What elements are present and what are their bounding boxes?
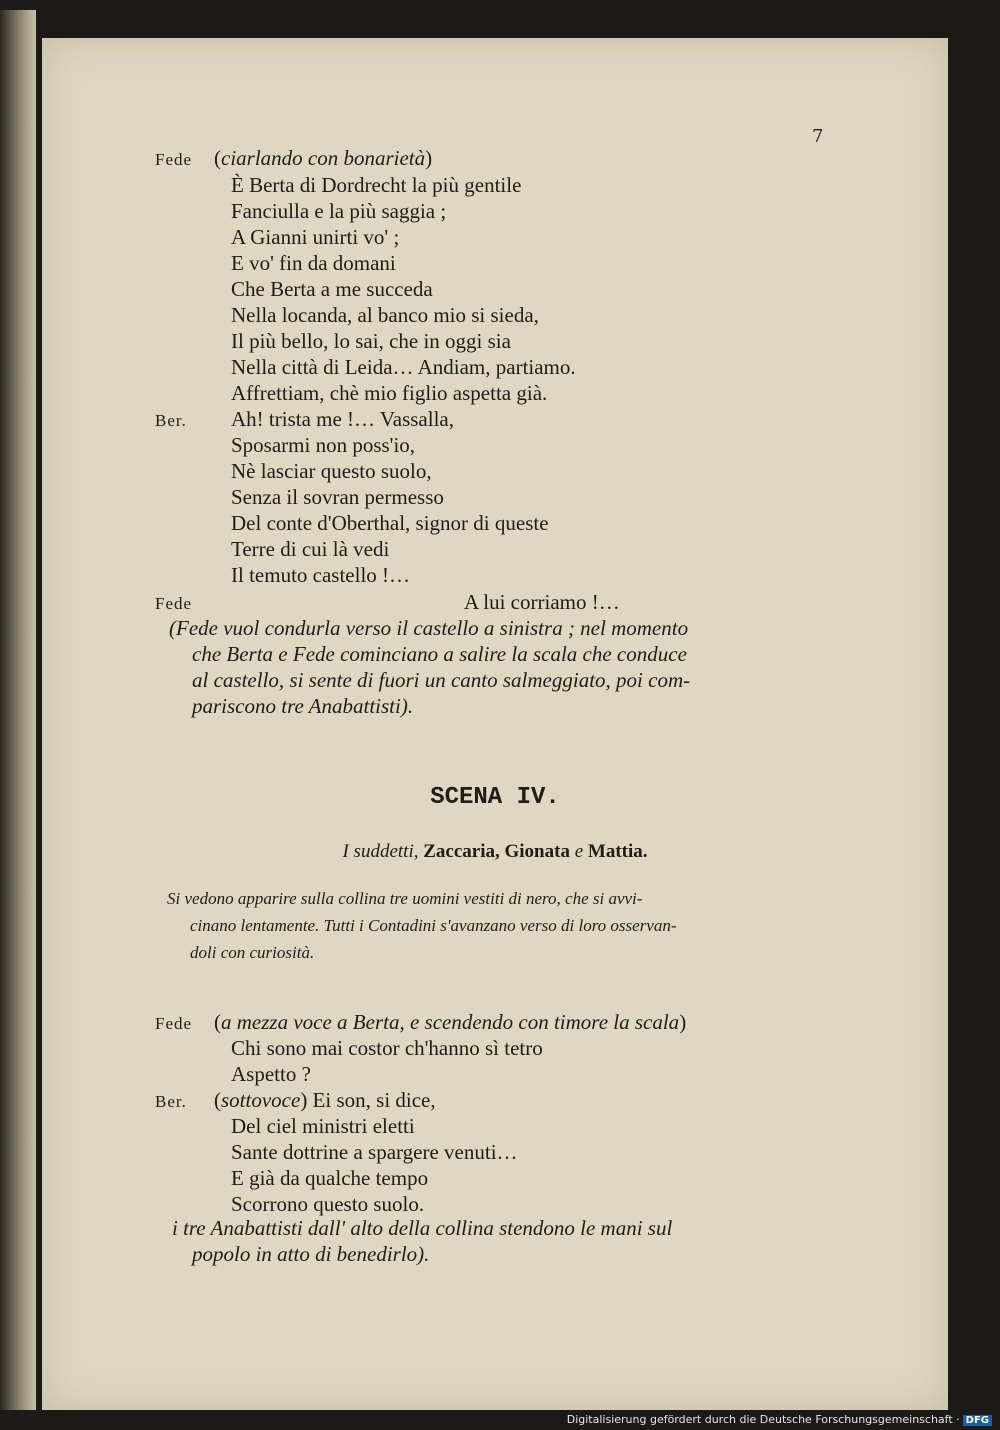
stage-direction: popolo in atto di benedirlo). xyxy=(192,1242,430,1266)
dfg-logo: DFG xyxy=(963,1415,992,1426)
verse-line: Fanciulla e la più saggia ; xyxy=(231,199,447,223)
page-number: 7 xyxy=(812,126,824,147)
scene-description: cinano lentamente. Tutti i Contadini s'avanzano verso di loro osservan- xyxy=(190,916,677,935)
verse-line: Che Berta a me succeda xyxy=(231,277,433,301)
speaker-ber: Ber. xyxy=(155,411,187,430)
speaker-fede: Fede xyxy=(155,1014,193,1033)
verse-line: Sante dottrine a spargere venuti… xyxy=(231,1140,518,1164)
stage-note: (a mezza voce a Berta, e scendendo con timore la scala) xyxy=(214,1010,687,1034)
verse-line: Ah! trista me !… Vassalla, xyxy=(231,407,454,431)
stage-direction: al castello, si sente di fuori un canto salmeggiato, poi com- xyxy=(192,668,691,692)
speaker-fede: Fede xyxy=(155,594,193,613)
scene-cast: I suddetti, Zaccaria, Gionata e Mattia. xyxy=(342,841,648,862)
footer-credit: Digitalisierung gefördert durch die Deutsche Forschungsgemeinschaft · DFG xyxy=(567,1413,992,1426)
verse-line: E già da qualche tempo xyxy=(231,1166,429,1190)
verse-line: Senza il sovran permesso xyxy=(231,485,444,509)
stage-note: (sottovoce) Ei son, si dice, xyxy=(214,1088,436,1112)
scene-description: Si vedono apparire sulla collina tre uomini vestiti di nero, che si avvi- xyxy=(167,889,643,908)
scene-title: SCENA IV. xyxy=(430,784,560,811)
verse-line: A Gianni unirti vo' ; xyxy=(231,225,400,249)
verse-line: A lui corriamo !… xyxy=(464,590,620,614)
verse-line: Il temuto castello !… xyxy=(231,563,411,587)
verse-line: Affrettiam, chè mio figlio aspetta già. xyxy=(231,381,548,405)
stage-direction: pariscono tre Anabattisti). xyxy=(192,694,414,718)
verse-line: Nella locanda, al banco mio si sieda, xyxy=(231,303,539,327)
verse-line: Nella città di Leida… Andiam, partiamo. xyxy=(231,355,576,379)
speaker-ber: Ber. xyxy=(155,1092,187,1111)
book-spine xyxy=(0,10,36,1410)
verse-line: È Berta di Dordrecht la più gentile xyxy=(231,173,522,197)
verse-line: Sposarmi non poss'io, xyxy=(231,433,416,457)
scene-description: doli con curiosità. xyxy=(190,943,315,962)
verse-line: Aspetto ? xyxy=(231,1062,311,1086)
verse-line: Nè lasciar questo suolo, xyxy=(231,459,432,483)
verse-line: Terre di cui là vedi xyxy=(231,537,390,561)
stage-direction: i tre Anabattisti dall' alto della collina stendono le mani sul xyxy=(172,1216,673,1240)
verse-line: Il più bello, lo sai, che in oggi sia xyxy=(231,329,511,353)
stage-direction: che Berta e Fede cominciano a salire la scala che conduce xyxy=(192,642,687,666)
verse-line: Del conte d'Oberthal, signor di queste xyxy=(231,511,549,535)
book-page xyxy=(42,38,948,1410)
verse-line: Scorrono questo suolo. xyxy=(231,1192,425,1216)
verse-line: Chi sono mai costor ch'hanno sì tetro xyxy=(231,1036,543,1060)
stage-direction: (Fede vuol condurla verso il castello a sinistra ; nel momento xyxy=(169,616,689,640)
verse-line: Del ciel ministri eletti xyxy=(231,1114,415,1138)
stage-note: (ciarlando con bonarietà) xyxy=(214,146,433,170)
verse-line: E vo' fin da domani xyxy=(231,251,396,275)
speaker-fede: Fede xyxy=(155,150,193,169)
